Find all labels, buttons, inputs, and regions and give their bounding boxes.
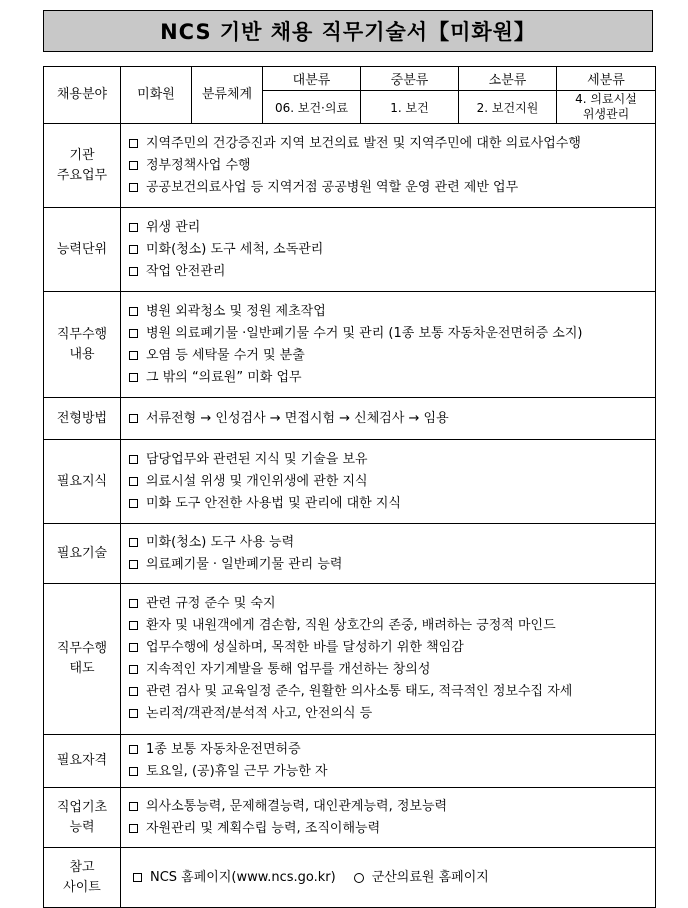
section-content (121, 440, 656, 524)
page-title: NCS 기반 채용 직무기술서【미화원】 (43, 10, 653, 52)
list-item (129, 818, 647, 840)
circle-icon (354, 873, 364, 883)
checkbox-icon (129, 499, 138, 508)
checkbox-icon (129, 643, 138, 652)
section-content (121, 124, 656, 208)
section-row (44, 398, 656, 440)
checkbox-icon (129, 824, 138, 833)
list-item-text: 정부정책사업 수행 (146, 157, 251, 173)
list-item (129, 471, 647, 493)
list-item (129, 532, 647, 554)
list-item-text: 논리적/객관적/분석적 사고, 안전의식 등 (146, 706, 373, 721)
list-item-text: 지속적인 자기계발을 통해 업무를 개선하는 창의성 (146, 662, 431, 677)
list-item (129, 301, 647, 323)
list-item (129, 493, 647, 515)
reference-label: 참고 사이트 (44, 848, 121, 908)
minor-category-value: 2. 보건지원 (459, 91, 557, 124)
list-item (129, 554, 647, 576)
ncs-site-link[interactable]: NCS 홈페이지(www.ncs.go.kr) (150, 869, 336, 885)
list-item-text: 관련 검사 및 교육일정 준수, 원활한 의사소통 태도, 적극적인 정보수집 자세 (146, 684, 573, 699)
section-content (121, 398, 656, 440)
list-item (129, 345, 647, 367)
checkbox-icon (129, 183, 138, 192)
list-item (129, 367, 647, 389)
classification-label: 분류체계 (192, 67, 263, 124)
minor-category-header: 소분류 (459, 67, 557, 91)
section-label: 기관 주요업무 (44, 124, 121, 208)
list-item-text: 의료시설 위생 및 개인위생에 관한 지식 (146, 473, 368, 489)
reference-sites (133, 867, 647, 889)
list-item-text: 그 밖의 “의료원” 미화 업무 (146, 369, 302, 385)
checkbox-icon (129, 307, 138, 316)
list-item (129, 637, 647, 659)
list-item-text: 공공보건의료사업 등 지역거점 공공병원 역할 운영 관련 제반 업무 (146, 179, 519, 195)
major-category-value: 06. 보건·의료 (263, 91, 361, 124)
section-row (44, 208, 656, 292)
section-row (44, 584, 656, 735)
checkbox-icon (129, 245, 138, 254)
major-category-header: 대분류 (263, 67, 361, 91)
checkbox-icon (129, 267, 138, 276)
checkbox-icon (129, 373, 138, 382)
sub-category-value: 4. 의료시설 위생관리 (557, 91, 656, 124)
section-label: 필요기술 (44, 524, 121, 584)
checkbox-icon (133, 873, 142, 882)
checkbox-icon (129, 414, 138, 423)
section-content (121, 735, 656, 788)
checkbox-icon (129, 139, 138, 148)
list-item-text: 병원 외곽청소 및 정원 제초작업 (146, 303, 326, 319)
list-item-text: 위생 관리 (146, 219, 201, 235)
list-item (129, 408, 647, 430)
list-item-text: 1종 보통 자동차운전면허증 (146, 742, 301, 757)
field-label: 채용분야 (44, 67, 121, 124)
checkbox-icon (129, 767, 138, 776)
list-item (129, 703, 647, 725)
section-label: 필요자격 (44, 735, 121, 788)
list-item-text: 업무수행에 성실하며, 목적한 바를 달성하기 위한 책임감 (146, 640, 464, 655)
list-item-text: 지역주민의 건강증진과 지역 보건의료 발전 및 지역주민에 대한 의료사업수행 (146, 135, 581, 151)
section-content (121, 208, 656, 292)
section-row (44, 124, 656, 208)
middle-category-header: 중분류 (361, 67, 459, 91)
list-item-text: 미화(청소) 도구 사용 능력 (146, 534, 295, 550)
checkbox-icon (129, 687, 138, 696)
section-label: 직업기초 능력 (44, 788, 121, 848)
list-item (129, 261, 647, 283)
list-item-text: 담당업무와 관련된 지식 및 기술을 보유 (146, 451, 368, 467)
section-label: 직무수행 태도 (44, 584, 121, 735)
list-item (129, 761, 647, 783)
list-item-text: 미화 도구 안전한 사용법 및 관리에 대한 지식 (146, 495, 401, 511)
list-item-text: 작업 안전관리 (146, 263, 226, 279)
checkbox-icon (129, 351, 138, 360)
list-item (129, 449, 647, 471)
section-label: 직무수행 내용 (44, 292, 121, 398)
section-label: 전형방법 (44, 398, 121, 440)
list-item (129, 217, 647, 239)
section-row (44, 524, 656, 584)
list-item (129, 681, 647, 703)
list-item-text: 의료폐기물 · 일반폐기물 관리 능력 (146, 556, 343, 572)
middle-category-value: 1. 보건 (361, 91, 459, 124)
checkbox-icon (129, 538, 138, 547)
section-content (121, 584, 656, 735)
list-item (129, 239, 647, 261)
list-item-text: 미화(청소) 도구 세척, 소독관리 (146, 241, 324, 257)
list-item-text: 의사소통능력, 문제해결능력, 대인관계능력, 정보능력 (146, 798, 448, 814)
checkbox-icon (129, 455, 138, 464)
section-row (44, 292, 656, 398)
section-row (44, 788, 656, 848)
sub-category-header: 세분류 (557, 67, 656, 91)
list-item (129, 133, 647, 155)
checkbox-icon (129, 665, 138, 674)
list-item-text: 관련 규정 준수 및 숙지 (146, 596, 276, 611)
checkbox-icon (129, 477, 138, 486)
hospital-site-link[interactable]: 군산의료원 홈페이지 (371, 869, 489, 885)
list-item-text: 오염 등 세탁물 수거 및 분출 (146, 347, 305, 363)
checkbox-icon (129, 802, 138, 811)
list-item (129, 615, 647, 637)
job-description-table (43, 66, 656, 908)
list-item-text: 병원 의료폐기물 ·일반폐기물 수거 및 관리 (1종 보통 자동차운전면허증 소지) (146, 325, 583, 341)
list-item (129, 796, 647, 818)
checkbox-icon (129, 709, 138, 718)
list-item-text: 자원관리 및 계획수립 능력, 조직이해능력 (146, 820, 381, 836)
list-item (129, 659, 647, 681)
list-item-text: 서류전형 → 인성검사 → 면접시험 → 신체검사 → 임용 (146, 410, 449, 426)
checkbox-icon (129, 560, 138, 569)
field-value: 미화원 (121, 67, 192, 124)
list-item (129, 155, 647, 177)
checkbox-icon (129, 161, 138, 170)
section-content (121, 524, 656, 584)
section-row (44, 735, 656, 788)
list-item (129, 323, 647, 345)
list-item-text: 환자 및 내원객에게 겸손함, 직원 상호간의 존중, 배려하는 긍정적 마인드 (146, 618, 556, 633)
list-item (129, 593, 647, 615)
list-item (129, 177, 647, 199)
checkbox-icon (129, 223, 138, 232)
section-content (121, 292, 656, 398)
list-item-text: 토요일, (공)휴일 근무 가능한 자 (146, 764, 328, 779)
checkbox-icon (129, 329, 138, 338)
section-label: 필요지식 (44, 440, 121, 524)
section-content (121, 788, 656, 848)
checkbox-icon (129, 745, 138, 754)
list-item (129, 739, 647, 761)
checkbox-icon (129, 599, 138, 608)
checkbox-icon (129, 621, 138, 630)
section-label: 능력단위 (44, 208, 121, 292)
section-row (44, 440, 656, 524)
